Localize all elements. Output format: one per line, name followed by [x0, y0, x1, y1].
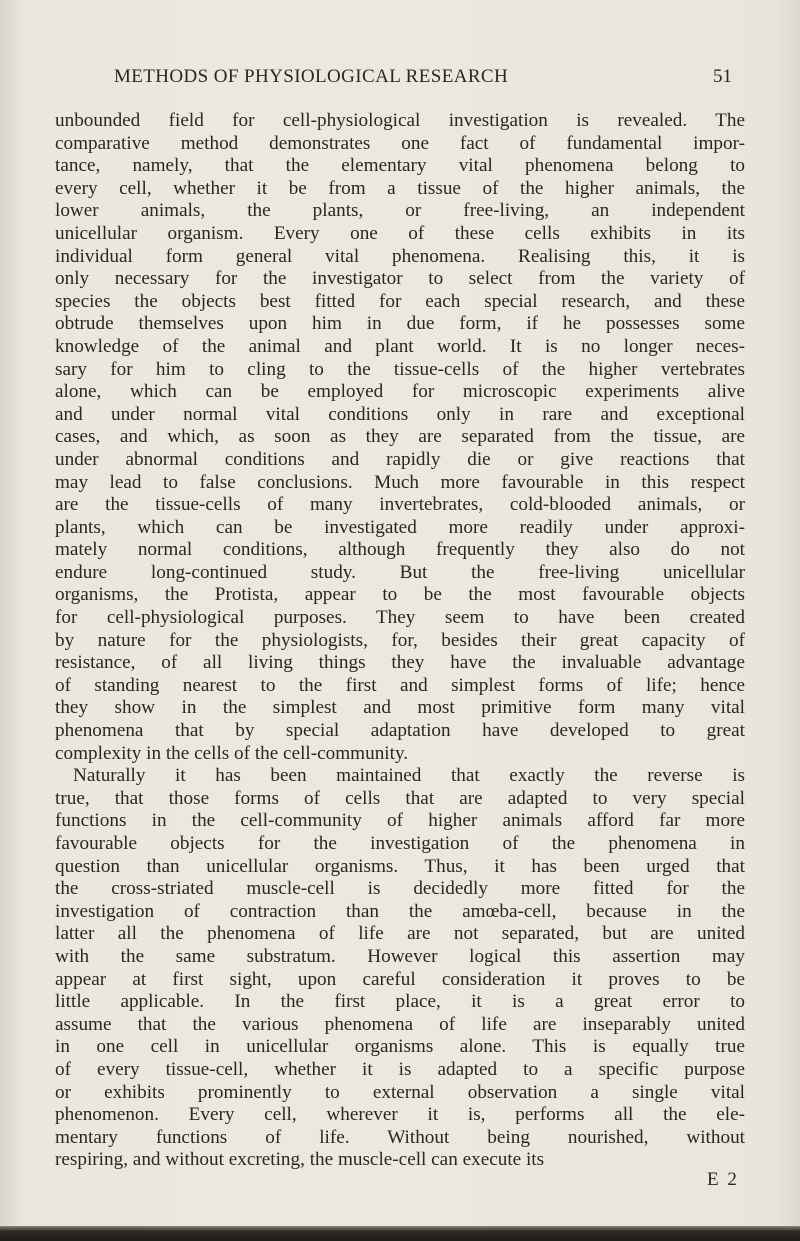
text-line: alone, which can be employed for microscopic experiments alive [55, 381, 745, 403]
text-line: unbounded field for cell-physiological investigation is revealed. The [55, 110, 745, 131]
text-line: with the same substratum. However logical this assertion may [55, 945, 745, 967]
text-line: investigation of contraction than the amœba-cell, because in the [55, 900, 745, 922]
text-line: individual form general vital phenomena. Realising this, it is [55, 245, 745, 267]
text-line: of standing nearest to the first and simplest forms of life; hence [55, 674, 745, 696]
text-line: question than unicellular organisms. Thus, it has been urged that [55, 855, 745, 877]
text-line: functions in the cell-community of higher animals afford far more [55, 810, 745, 832]
text-line: in one cell in unicellular organisms alone. This is equally true [55, 1036, 745, 1058]
text-line: comparative method demonstrates one fact of fundamental impor- [55, 132, 745, 154]
text-line: are the tissue-cells of many invertebrates, cold-blooded animals, or [55, 494, 745, 516]
body-text [55, 110, 745, 1172]
text-line: lower animals, the plants, or free-living, an independent [55, 200, 745, 222]
text-line: obtrude themselves upon him in due form, if he possesses some [55, 313, 745, 335]
text-line: phenomena that by special adaptation have developed to great [55, 720, 745, 742]
text-line: mately normal conditions, although frequently they also do not [55, 539, 745, 561]
text-line: only necessary for the investigator to select from the variety of [55, 268, 745, 290]
text-line: the cross-striated muscle-cell is decidedly more fitted for the [55, 878, 745, 900]
text-line: may lead to false conclusions. Much more favourable in this respect [55, 471, 745, 493]
text-line: phenomenon. Every cell, wherever it is, performs all the ele- [55, 1104, 745, 1126]
text-line: tance, namely, that the elementary vital phenomena belong to [55, 155, 745, 177]
text-line: by nature for the physiologists, for, besides their great capacity of [55, 629, 745, 651]
text-line: unicellular organism. Every one of these cells exhibits in its [55, 222, 745, 244]
text-line: and under normal vital conditions only in rare and exceptional [55, 403, 745, 425]
text-line: species the objects best fitted for each special research, and these [55, 290, 745, 312]
running-head-title: METHODS OF PHYSIOLOGICAL RESEARCH [114, 66, 509, 87]
text-line: organisms, the Protista, appear to be the most favourable objects [55, 584, 745, 606]
page-bottom-edge [0, 1226, 800, 1241]
text-line: respiring, and without excreting, the muscle-cell can execute its [55, 1149, 545, 1171]
signature-mark: E 2 [707, 1169, 739, 1190]
running-head [0, 66, 800, 94]
text-line: they show in the simplest and most primitive form many vital [55, 697, 745, 719]
text-line: plants, which can be investigated more readily under approxi- [55, 516, 745, 538]
text-line: assume that the various phenomena of life are inseparably united [55, 1013, 745, 1035]
text-line: resistance, of all living things they have the invaluable advantage [55, 652, 745, 674]
text-line: of every tissue-cell, whether it is adapted to a specific purpose [55, 1058, 745, 1080]
text-line: true, that those forms of cells that are adapted to very special [55, 787, 745, 809]
text-line: little applicable. In the first place, it is a great error to [55, 991, 745, 1013]
text-line: favourable objects for the investigation of the phenomena in [55, 833, 745, 854]
text-line: for cell-physiological purposes. They seem to have been created [55, 607, 745, 629]
text-line: Naturally it has been maintained that exactly the reverse is [73, 765, 745, 787]
text-line: complexity in the cells of the cell-community. [55, 742, 409, 764]
text-line: under abnormal conditions and rapidly die or give reactions that [55, 448, 745, 470]
text-line: mentary functions of life. Without being nourished, without [55, 1126, 745, 1148]
text-line: or exhibits prominently to external observation a single vital [55, 1081, 745, 1103]
page-number: 51 [713, 66, 732, 87]
text-line: sary for him to cling to the tissue-cells of the higher vertebrates [55, 358, 745, 380]
text-line: every cell, whether it be from a tissue of the higher animals, the [55, 177, 745, 199]
text-line: appear at first sight, upon careful consideration it proves to be [55, 968, 745, 990]
text-line: endure long-continued study. But the free-living unicellular [55, 561, 745, 583]
text-line: latter all the phenomena of life are not separated, but are united [55, 923, 745, 945]
text-line: cases, and which, as soon as they are separated from the tissue, are [55, 426, 745, 448]
text-line: knowledge of the animal and plant world. It is no longer neces- [55, 335, 745, 357]
